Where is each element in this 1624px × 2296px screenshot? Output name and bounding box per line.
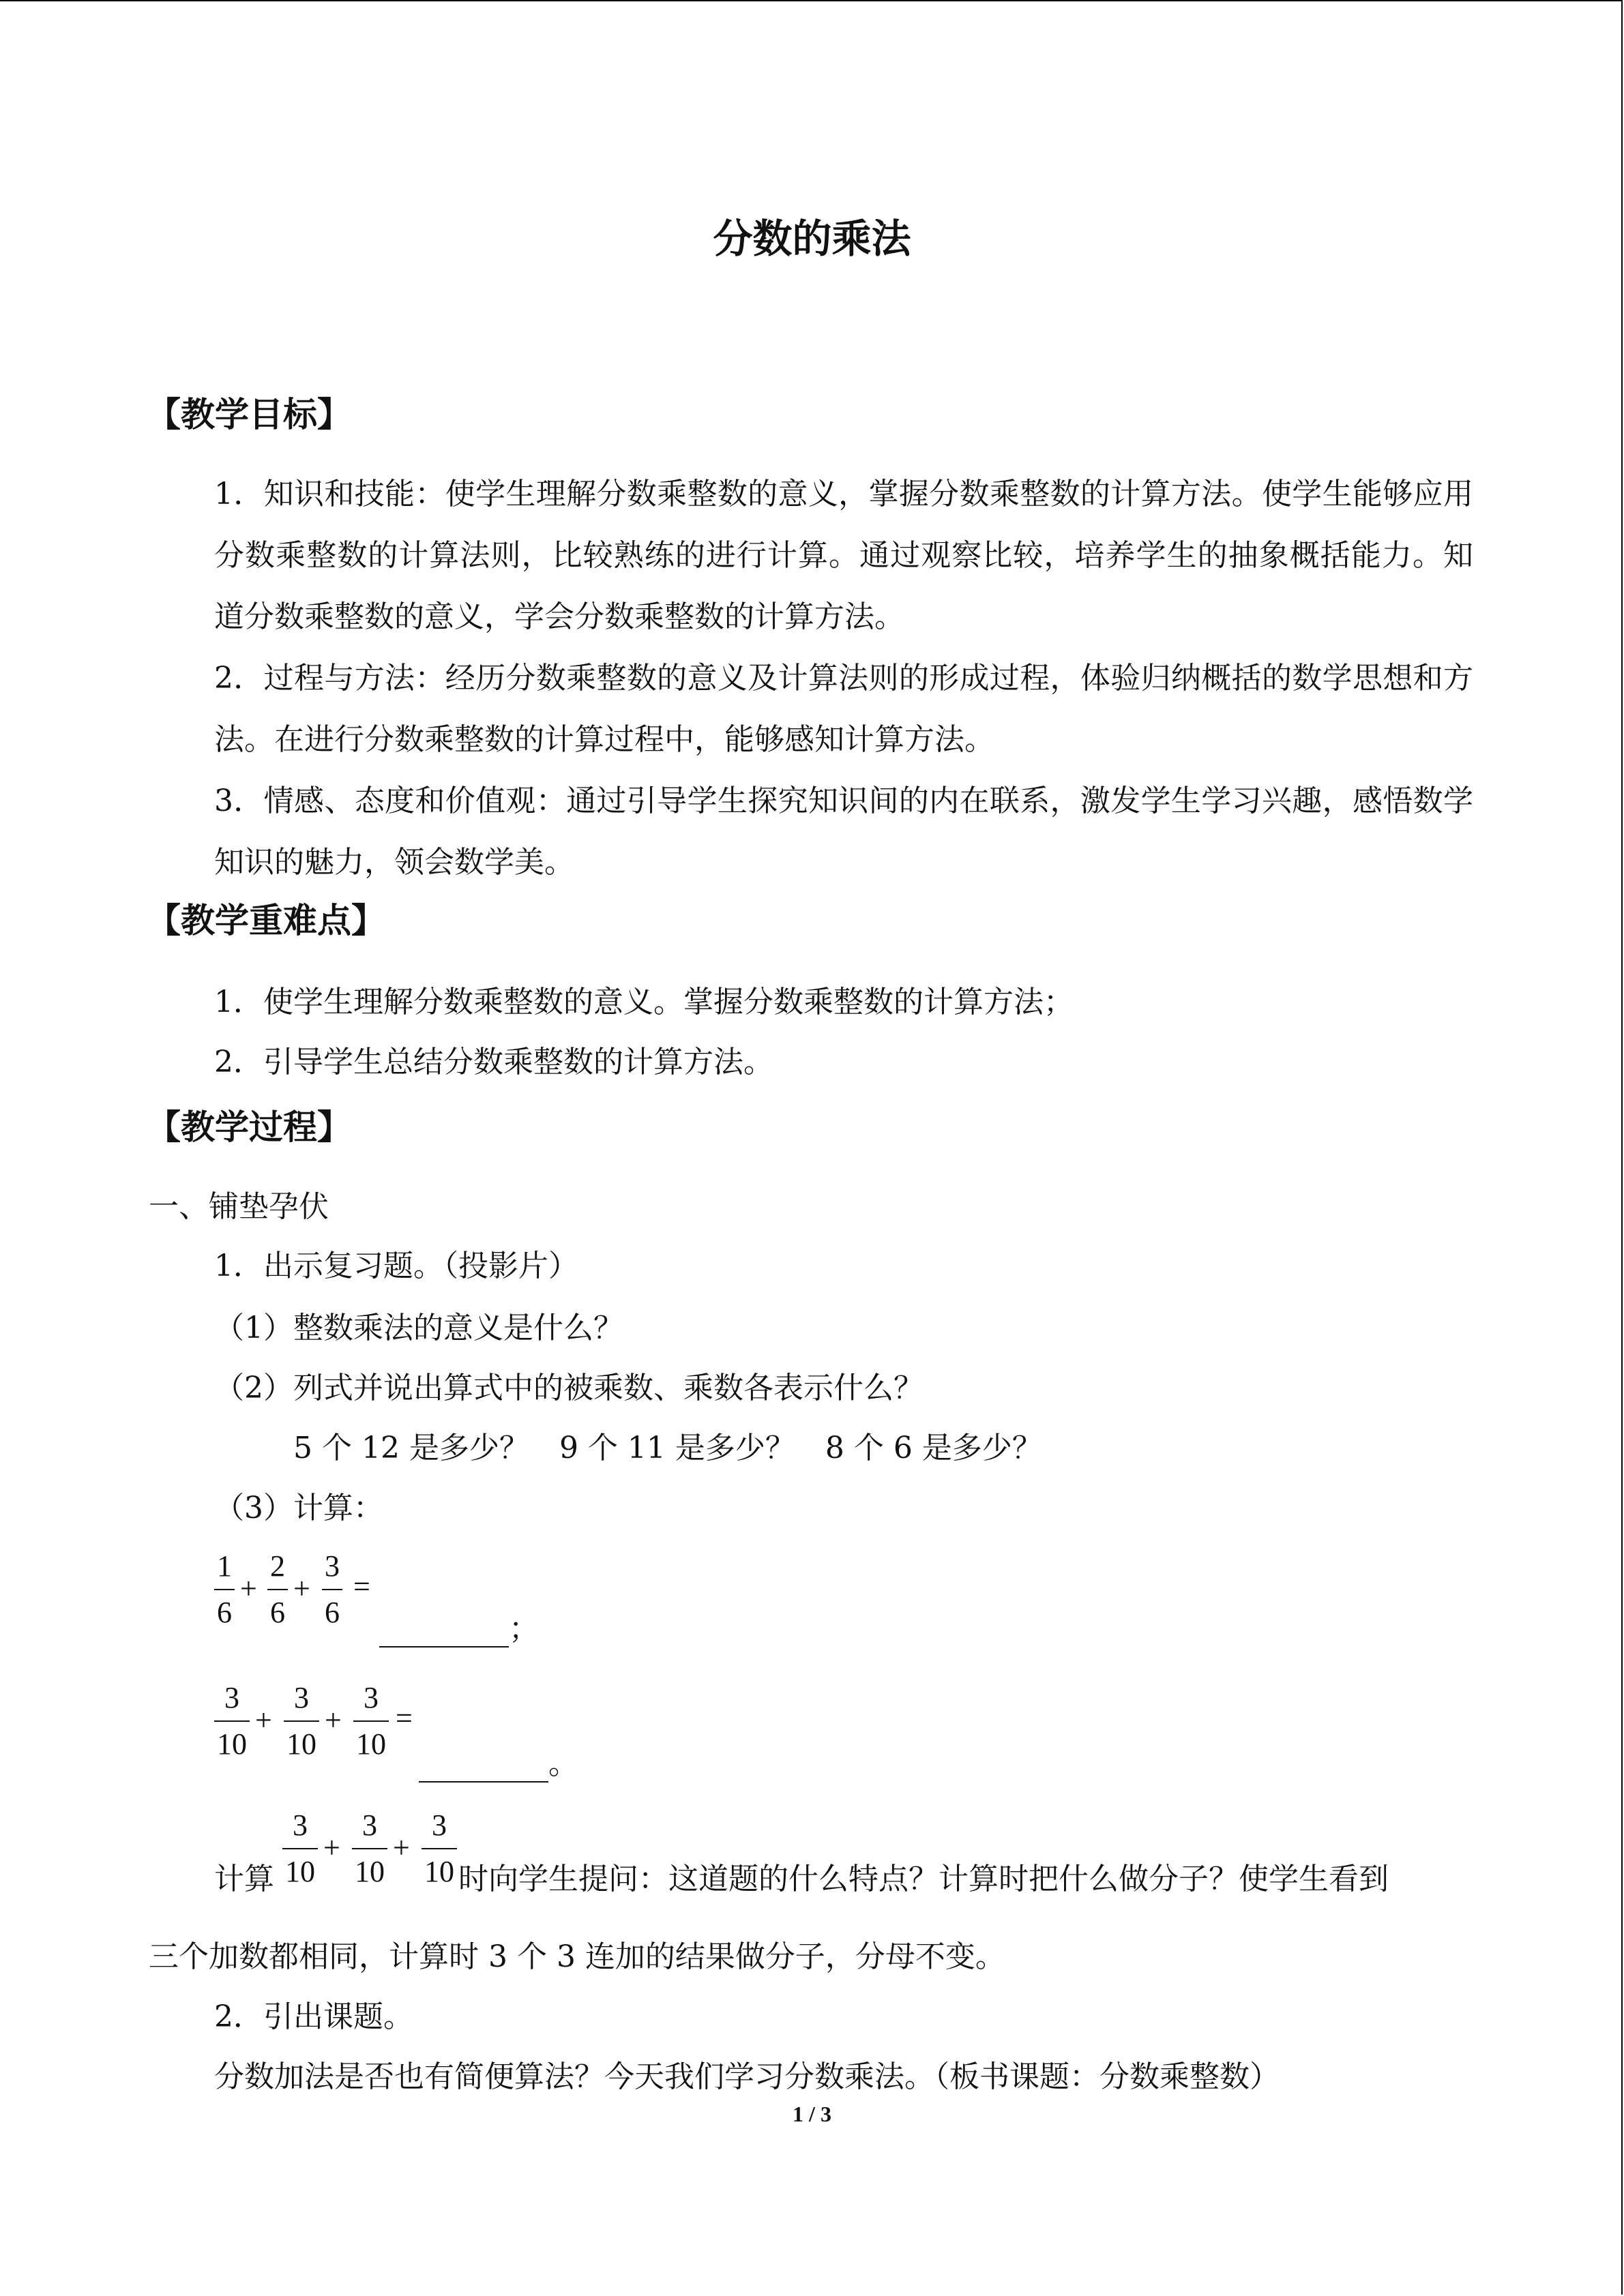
key-point-1: 1．使学生理解分数乘整数的意义。掌握分数乘整数的计算方法； bbox=[214, 985, 1074, 1019]
numerator: 3 bbox=[364, 1681, 379, 1714]
fraction-bar bbox=[214, 1720, 250, 1722]
section-heading-goals: 【教学目标】 bbox=[147, 395, 351, 434]
calc-continuation: 三个加数都相同，计算时 3 个 3 连加的结果做分子，分母不变。 bbox=[149, 1939, 1005, 1974]
step1-text: 1．出示复习题。（投影片） bbox=[214, 1249, 578, 1283]
denominator: 10 bbox=[286, 1727, 316, 1761]
equals-sign: = bbox=[353, 1570, 370, 1603]
key-point-2: 2．引导学生总结分数乘整数的计算方法。 bbox=[214, 1045, 773, 1079]
fraction bbox=[214, 1548, 235, 1631]
plus-sign: + bbox=[325, 1703, 342, 1737]
fraction bbox=[282, 1807, 318, 1890]
goal-item-2-text: 2．过程与方法：经历分数乘整数的意义及计算法则的形成过程，体验归纳概括的数学思想和方法。在进行分数乘整数的计算过程中，能够感知计算方法。 bbox=[214, 661, 1473, 757]
goal-item-1 bbox=[149, 464, 1473, 648]
fraction bbox=[322, 1548, 342, 1631]
denominator: 10 bbox=[356, 1727, 386, 1761]
step2-text: 2．引出课题。 bbox=[214, 1999, 413, 2034]
numerator: 3 bbox=[293, 1808, 308, 1842]
question-2: （2）列式并说出算式中的被乘数、乘数各表示什么？ bbox=[214, 1371, 924, 1405]
step2-body: 分数加法是否也有简便算法？今天我们学习分数乘法。（板书课题：分数乘整数） bbox=[214, 2059, 1280, 2094]
fraction-bar bbox=[422, 1848, 457, 1849]
document-title: 分数的乘法 bbox=[713, 215, 911, 262]
answer-blank-2 bbox=[419, 1739, 578, 1783]
fraction-bar bbox=[353, 1720, 389, 1722]
page-number: 1 / 3 bbox=[793, 2102, 831, 2126]
fraction-bar bbox=[282, 1848, 318, 1849]
plus-sign: + bbox=[240, 1572, 257, 1605]
denominator: 6 bbox=[217, 1596, 232, 1629]
section-heading-process: 【教学过程】 bbox=[147, 1107, 351, 1147]
question-3: （3）计算： bbox=[214, 1491, 383, 1525]
answer-line bbox=[419, 1751, 548, 1783]
numerator: 3 bbox=[294, 1681, 309, 1714]
denominator: 6 bbox=[325, 1596, 340, 1629]
answer-blank-1 bbox=[379, 1604, 539, 1648]
numerator: 3 bbox=[325, 1549, 340, 1583]
goal-item-2 bbox=[149, 648, 1473, 771]
numerator: 1 bbox=[217, 1549, 232, 1583]
plus-sign: + bbox=[255, 1703, 272, 1737]
fraction bbox=[214, 1680, 250, 1763]
goal-item-3-text: 3．情感、态度和价值观：通过引导学生探究知识间的内在联系，激发学生学习兴趣，感悟数学知识的魅力，领会数学美。 bbox=[214, 784, 1473, 880]
expression-end-mark: 。 bbox=[548, 1746, 578, 1781]
plus-sign: + bbox=[293, 1572, 310, 1605]
fraction bbox=[422, 1807, 457, 1890]
question-1: （1）整数乘法的意义是什么？ bbox=[214, 1311, 623, 1345]
fraction bbox=[353, 1680, 389, 1763]
question-2-detail: 5 个 12 是多少？ 9 个 11 是多少？ 8 个 6 是多少？ bbox=[293, 1431, 1042, 1465]
numerator: 3 bbox=[362, 1808, 377, 1842]
numerator: 3 bbox=[224, 1681, 239, 1714]
fraction-bar bbox=[267, 1589, 288, 1590]
denominator: 10 bbox=[285, 1855, 315, 1888]
fraction-bar bbox=[284, 1720, 319, 1722]
fraction-bar bbox=[214, 1589, 235, 1590]
goal-item-3 bbox=[149, 771, 1473, 893]
calc-suffix: 时向学生提问：这道题的什么特点？计算时把什么做分子？使学生看到 bbox=[458, 1862, 1389, 1896]
fraction bbox=[352, 1807, 387, 1890]
plus-sign: + bbox=[323, 1831, 340, 1864]
fraction bbox=[284, 1680, 319, 1763]
fraction bbox=[267, 1548, 288, 1631]
calc-prefix: 计算 bbox=[214, 1862, 274, 1896]
plus-sign: + bbox=[393, 1831, 410, 1864]
denominator: 6 bbox=[270, 1596, 285, 1629]
goal-item-1-text: 1．知识和技能：使学生理解分数乘整数的意义，掌握分数乘整数的计算方法。使学生能够应用分数乘整数的计算法则，比较熟练的进行计算。通过观察比较，培养学生的抽象概括能力。知道分数乘整数的意义，学会分数乘整数的计算方法。 bbox=[214, 477, 1473, 634]
expression-end-mark: ； bbox=[509, 1611, 539, 1646]
denominator: 10 bbox=[217, 1727, 247, 1761]
answer-line bbox=[379, 1616, 509, 1648]
fraction-bar bbox=[322, 1589, 342, 1590]
denominator: 10 bbox=[355, 1855, 385, 1888]
denominator: 10 bbox=[424, 1855, 454, 1888]
part1-title: 一、铺垫孕伏 bbox=[149, 1189, 329, 1224]
numerator: 3 bbox=[432, 1808, 447, 1842]
numerator: 2 bbox=[270, 1549, 285, 1583]
fraction-bar bbox=[352, 1848, 387, 1849]
equals-sign: = bbox=[396, 1701, 413, 1735]
section-heading-key-points: 【教学重难点】 bbox=[147, 901, 385, 940]
